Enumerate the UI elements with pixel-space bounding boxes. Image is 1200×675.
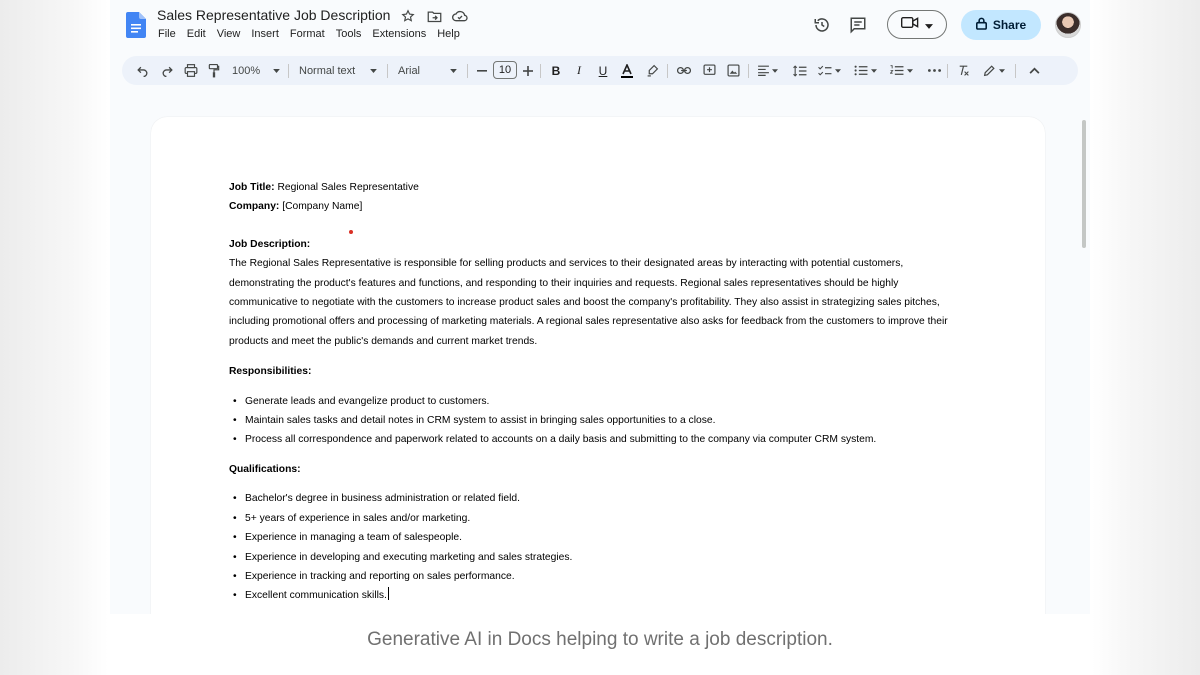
company-label: Company: (229, 201, 280, 213)
decrease-font-size-icon[interactable] (476, 56, 488, 85)
font-chevron-icon[interactable] (448, 56, 458, 85)
paragraph-style-value[interactable]: Normal text (299, 64, 356, 77)
document-title[interactable]: Sales Representative Job Description (157, 7, 391, 23)
clear-formatting-icon[interactable] (954, 56, 972, 85)
list-item: • 5+ years of experience in sales and/or marketing. (229, 509, 969, 528)
editing-mode-chevron-icon[interactable] (998, 56, 1006, 85)
italic-icon[interactable]: I (577, 63, 581, 77)
qualifications-list (229, 489, 969, 605)
share-label: Share (992, 18, 1027, 32)
underline-icon[interactable]: U (598, 63, 608, 78)
menu-insert[interactable]: Insert (251, 28, 279, 40)
zoom-value[interactable]: 100% (232, 64, 261, 77)
checklist-chevron-icon[interactable] (834, 56, 842, 85)
document-page[interactable] (151, 117, 1045, 614)
redo-icon[interactable] (157, 56, 177, 85)
zoom-chevron-icon[interactable] (271, 56, 281, 85)
menu-help[interactable]: Help (437, 28, 460, 40)
job-description-paragraph: The Regional Sales Representative is responsible for selling products and services to their designated areas by interacting with potential customers, demonstrating the product's features and functions, and responding to their inquiries and requests. Regional sales representatives should be highly communicative to negotiate with the customers to increase product sales and boost the company's profitability. They also assist in strategizing sales pitches, including promotional offers and processing of marketing materials. A regional sales representative also asks for feedback from the customers to improve their products and meet the public's demands and current market trends. (229, 258, 948, 347)
text-color-icon[interactable] (618, 56, 636, 85)
list-item: • Generate leads and evangelize product to customers. (229, 392, 969, 411)
print-icon[interactable] (181, 56, 201, 85)
font-size-input[interactable]: 10 (493, 61, 517, 79)
bulleted-list-chevron-icon[interactable] (870, 56, 878, 85)
vertical-scrollbar-thumb[interactable] (1082, 120, 1086, 248)
line-spacing-icon[interactable] (791, 56, 809, 85)
chevron-down-icon (925, 16, 933, 34)
collapse-toolbar-chevron-up-icon[interactable] (1025, 56, 1043, 85)
move-folder-icon[interactable] (426, 8, 442, 24)
editing-mode-pencil-icon[interactable] (980, 56, 998, 85)
insert-image-icon[interactable] (724, 56, 742, 85)
formatting-toolbar (122, 56, 1078, 85)
list-item: • Maintain sales tasks and detail notes in CRM system to assist in bringing sales opportunities to a close. (229, 411, 969, 430)
menu-tools[interactable]: Tools (335, 28, 362, 40)
qualifications-heading: Qualifications: (229, 463, 301, 475)
add-comment-icon[interactable] (700, 56, 718, 85)
company-line (229, 197, 969, 216)
job-title-line (229, 178, 969, 197)
bold-icon[interactable]: B (551, 63, 561, 78)
cloud-saved-icon[interactable] (452, 8, 468, 24)
more-options-icon[interactable] (925, 56, 943, 85)
job-title-label: Job Title: (229, 182, 275, 193)
align-left-icon[interactable] (755, 56, 771, 85)
bulleted-list-icon[interactable] (852, 56, 870, 85)
menu-format[interactable]: Format (289, 28, 325, 40)
checklist-icon[interactable] (816, 56, 834, 85)
list-item: • Process all correspondence and paperwork related to accounts on a daily basis and submitting to the company via computer CRM system. (229, 430, 969, 449)
list-item (229, 586, 969, 605)
last-qualification-text: Excellent communication skills. (245, 590, 387, 602)
text-cursor (388, 587, 389, 600)
menu-file[interactable]: File (158, 28, 176, 40)
list-item: • Experience in tracking and reporting on sales performance. (229, 567, 969, 586)
document-body[interactable] (229, 178, 969, 606)
highlight-color-icon[interactable] (643, 56, 661, 85)
job-description-heading: Job Description: (229, 238, 311, 250)
responsibilities-heading: Responsibilities: (229, 366, 312, 378)
list-item: • Bachelor's degree in business administration or related field. (229, 489, 969, 508)
list-item: • Experience in managing a team of salespeople. (229, 528, 969, 547)
comments-icon[interactable] (848, 15, 868, 35)
numbered-list-icon[interactable] (888, 56, 906, 85)
lock-icon (976, 17, 987, 33)
version-history-icon[interactable] (812, 15, 832, 35)
menu-view[interactable]: View (216, 28, 241, 40)
font-family-value[interactable]: Arial (398, 64, 421, 77)
insert-link-icon[interactable] (675, 56, 693, 85)
style-chevron-icon[interactable] (368, 56, 378, 85)
docs-logo-icon[interactable] (126, 12, 146, 38)
meet-button[interactable] (887, 10, 947, 39)
menu-edit[interactable]: Edit (186, 28, 206, 40)
docs-app-window (110, 0, 1090, 614)
user-avatar[interactable] (1055, 12, 1081, 38)
star-icon[interactable] (400, 8, 416, 24)
paint-format-icon[interactable] (204, 56, 224, 85)
job-title-value: Regional Sales Representative (274, 182, 419, 193)
list-item: • Experience in developing and executing marketing and sales strategies. (229, 548, 969, 567)
responsibilities-list (229, 392, 969, 450)
video-camera-icon (901, 16, 919, 34)
menu-bar (158, 28, 471, 40)
menu-extensions[interactable]: Extensions (372, 28, 427, 40)
image-caption: Generative AI in Docs helping to write a job description. (367, 629, 833, 650)
undo-icon[interactable] (132, 56, 152, 85)
company-value: [Company Name] (279, 201, 363, 213)
share-button[interactable] (961, 10, 1041, 40)
increase-font-size-icon[interactable] (522, 56, 534, 85)
align-chevron-icon[interactable] (771, 56, 779, 85)
numbered-list-chevron-icon[interactable] (906, 56, 914, 85)
